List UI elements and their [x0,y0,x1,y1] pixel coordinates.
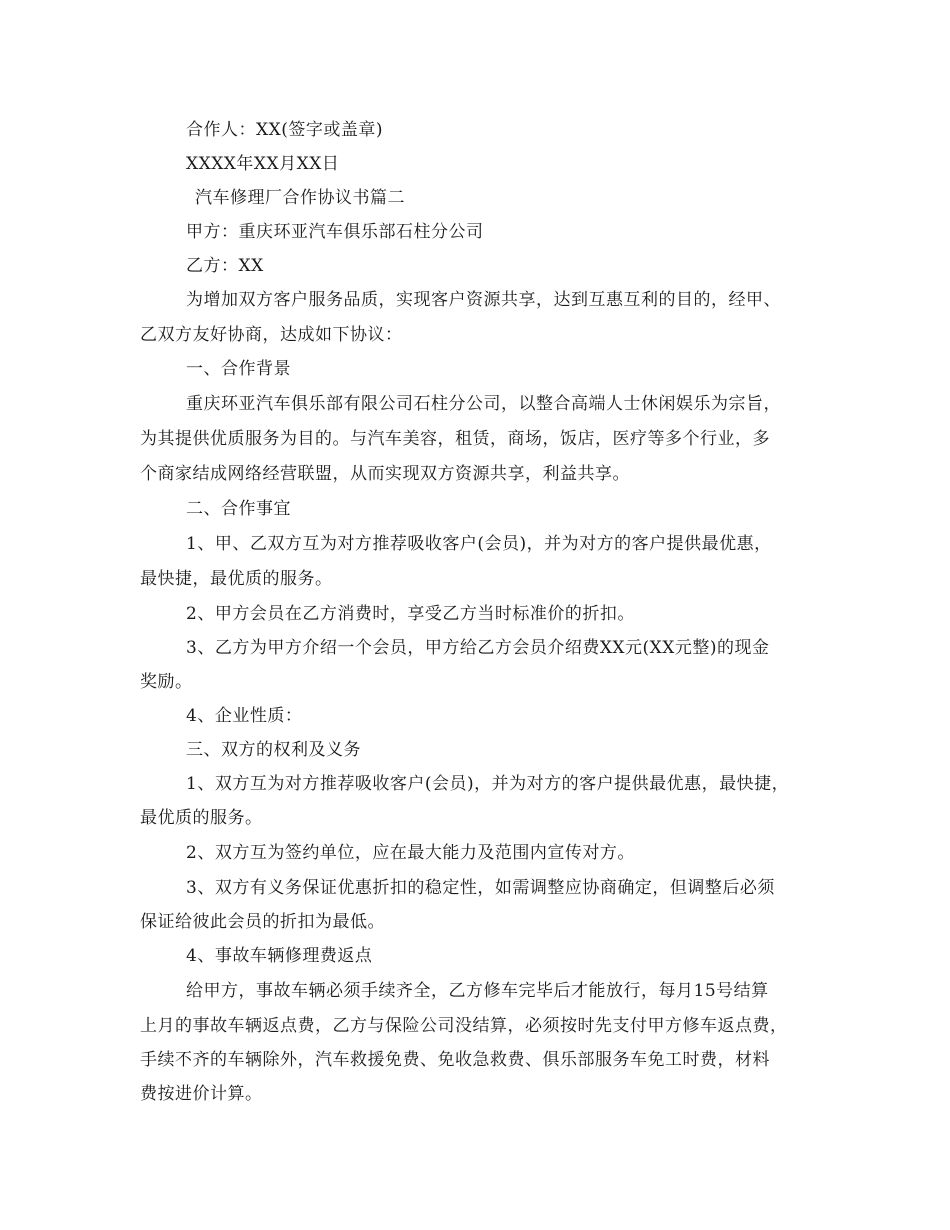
paragraph-line: 1、双方互为对方推荐吸收客户(会员)，并为对方的客户提供最优惠，最快捷， [186,774,790,794]
paragraph-line: 为增加双方客户服务品质，实现客户资源共享，达到互惠互利的目的，经甲、 [186,290,781,310]
paragraph-line: 个商家结成网络经营联盟，从而实现双方资源共享，利益共享。 [140,464,630,484]
paragraph-line: 最快捷，最优质的服务。 [140,569,333,589]
heading-repair-rebate: 4、事故车辆修理费返点 [186,946,373,966]
signature-line: 合作人：XX(签字或盖章) [186,120,383,140]
paragraph-line: 手续不齐的车辆除外，汽车救援免费、免收急救费、俱乐部服务车免工时费，材料 [140,1050,770,1070]
paragraph-line: 最优质的服务。 [140,808,263,828]
paragraph-line: 为其提供优质服务为目的。与汽车美容，租赁，商场，饭店，医疗等多个行业，多 [140,429,770,449]
heading-cooperation-background: 一、合作背景 [186,359,291,379]
heading-rights-obligations: 三、双方的权利及义务 [186,740,361,760]
section-title: 汽车修理厂合作协议书篇二 [195,188,405,208]
paragraph-line: 3、乙方为甲方介绍一个会员，甲方给乙方会员介绍费XX元(XX元整)的现金 [186,638,770,658]
paragraph-line: 重庆环亚汽车俱乐部有限公司石柱分公司，以整合高端人士休闲娱乐为宗旨， [186,394,781,414]
paragraph-line: 4、企业性质： [186,706,303,726]
date-line: XXXX年XX月XX日 [186,154,340,174]
paragraph-line: 费按进价计算。 [140,1084,263,1104]
party-a-line: 甲方：重庆环亚汽车俱乐部石柱分公司 [186,222,484,242]
paragraph-line: 3、双方有义务保证优惠折扣的稳定性，如需调整应协商确定，但调整后必须 [186,878,775,898]
paragraph-line: 乙双方友好协商，达成如下协议： [140,325,403,345]
paragraph-line: 奖励。 [140,672,193,692]
paragraph-line: 给甲方，事故车辆必须手续齐全，乙方修车完毕后才能放行，每月15号结算 [186,981,769,1001]
paragraph-line: 2、双方互为签约单位，应在最大能力及范围内宣传对方。 [186,843,635,863]
paragraph-line: 1、甲、乙双方互为对方推荐吸收客户(会员)，并为对方的客户提供最优惠， [186,534,772,554]
paragraph-line: 2、甲方会员在乙方消费时，享受乙方当时标准价的折扣。 [186,604,635,624]
paragraph-line: 保证给彼此会员的折扣为最低。 [140,912,385,932]
heading-cooperation-matters: 二、合作事宜 [186,499,291,519]
party-b-line: 乙方：XX [186,256,264,276]
paragraph-line: 上月的事故车辆返点费，乙方与保险公司没结算，必须按时先支付甲方修车返点费， [140,1016,788,1036]
